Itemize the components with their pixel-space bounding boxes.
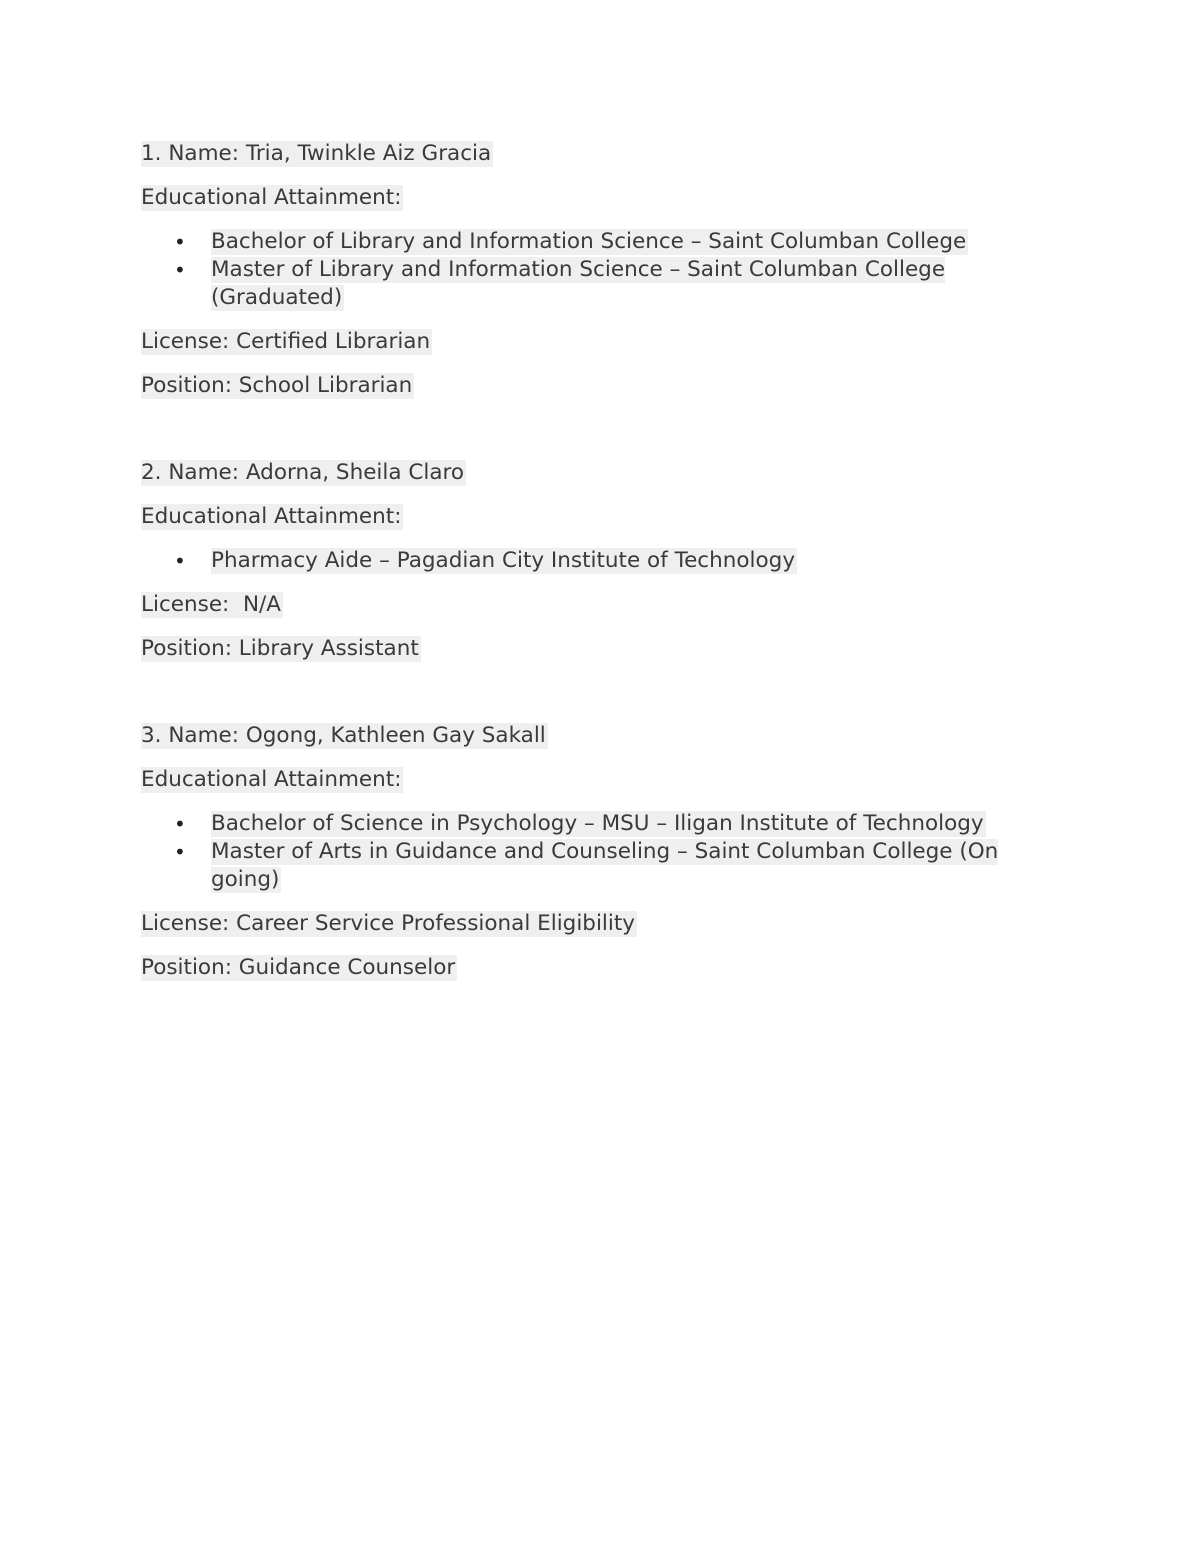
bullet-icon: •	[174, 840, 186, 864]
education-list	[141, 228, 1061, 312]
license-text: License: Career Service Professional Eligibility	[141, 911, 636, 936]
staff-name-text: 2. Name: Adorna, Sheila Claro	[141, 460, 465, 485]
staff-entry	[141, 459, 1061, 663]
education-item	[141, 228, 1041, 256]
position-line	[141, 372, 1061, 400]
staff-entry	[141, 722, 1061, 982]
bullet-icon: •	[174, 812, 186, 836]
education-item	[141, 547, 1041, 575]
educational-attainment-label	[141, 503, 1061, 531]
staff-entry	[141, 140, 1061, 400]
license-line	[141, 910, 1061, 938]
educational-attainment-text: Educational Attainment:	[141, 504, 402, 529]
staff-name-line	[141, 459, 1061, 487]
staff-name-line	[141, 722, 1061, 750]
bullet-icon: •	[174, 230, 186, 254]
license-line	[141, 328, 1061, 356]
bullet-icon: •	[174, 549, 186, 573]
educational-attainment-text: Educational Attainment:	[141, 185, 402, 210]
education-list	[141, 810, 1061, 894]
educational-attainment-label	[141, 184, 1061, 212]
education-item-text: Bachelor of Library and Information Science – Saint Columban College	[211, 229, 967, 254]
position-line	[141, 635, 1061, 663]
education-item-text: Bachelor of Science in Psychology – MSU – Iligan Institute of Technology	[211, 811, 984, 836]
education-item-text: Master of Library and Information Science – Saint Columban College (Graduated)	[211, 257, 946, 310]
staff-name-text: 3. Name: Ogong, Kathleen Gay Sakall	[141, 723, 546, 748]
staff-name-text: 1. Name: Tria, Twinkle Aiz Gracia	[141, 141, 492, 166]
license-line	[141, 591, 1061, 619]
bullet-icon: •	[174, 258, 186, 282]
license-text: License: Certified Librarian	[141, 329, 431, 354]
license-text: License: N/A	[141, 592, 282, 617]
education-item-text: Pharmacy Aide – Pagadian City Institute of Technology	[211, 548, 796, 573]
education-item	[141, 838, 1041, 894]
position-text: Position: Library Assistant	[141, 636, 419, 661]
staff-name-line	[141, 140, 1061, 168]
education-item	[141, 256, 1041, 312]
education-item-text: Master of Arts in Guidance and Counseling – Saint Columban College (On going)	[211, 839, 999, 892]
education-item	[141, 810, 1041, 838]
education-list	[141, 547, 1061, 575]
document-page	[141, 140, 1061, 1041]
position-text: Position: Guidance Counselor	[141, 955, 456, 980]
position-line	[141, 954, 1061, 982]
educational-attainment-label	[141, 766, 1061, 794]
position-text: Position: School Librarian	[141, 373, 413, 398]
educational-attainment-text: Educational Attainment:	[141, 767, 402, 792]
